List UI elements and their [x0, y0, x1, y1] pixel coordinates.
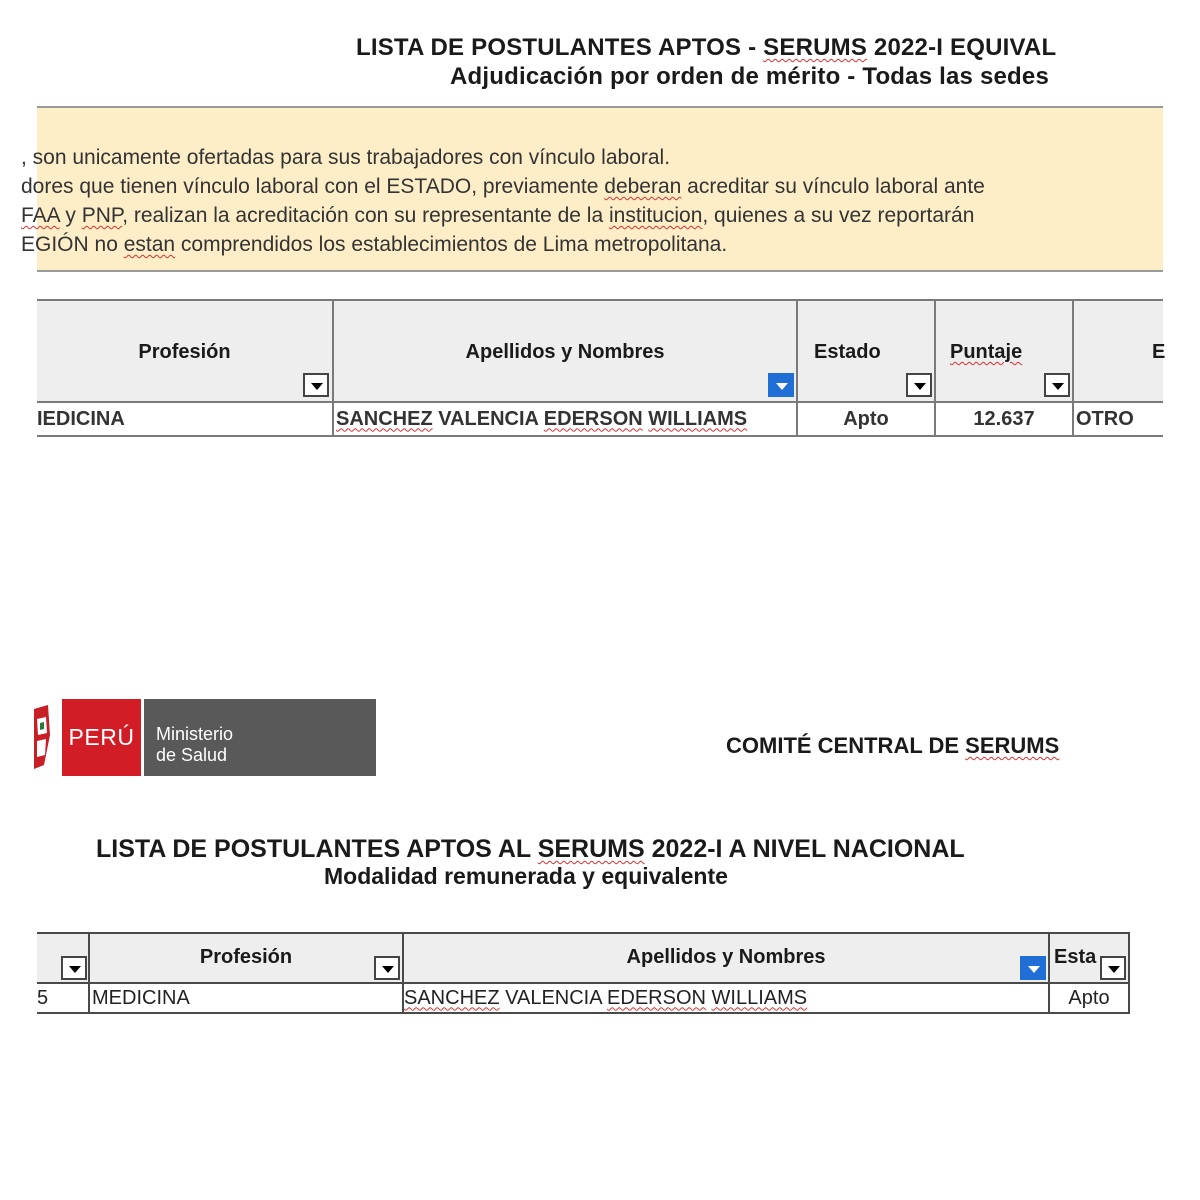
top-title-post: 2022-I EQUIVAL	[867, 34, 1057, 61]
cell-num: 5	[37, 983, 89, 1013]
col-header-nombres-label: Apellidos y Nombres	[626, 946, 826, 968]
notice-line-2b: deberan	[604, 175, 682, 198]
comite-heading	[726, 733, 1059, 759]
notice-line-4	[21, 233, 727, 257]
col-header-estado	[1049, 933, 1129, 983]
comite-pre: COMITÉ CENTRAL DE	[726, 733, 966, 758]
col-header-estado	[797, 300, 935, 402]
filter-dropdown-icon[interactable]	[1044, 373, 1070, 397]
cell-puntaje: 12.637	[935, 402, 1073, 436]
cell-apellido1: SANCHEZ	[336, 407, 433, 430]
ministerio-logo	[141, 699, 376, 776]
filter-dropdown-icon[interactable]	[1100, 956, 1126, 980]
notice-line-2c: acreditar su vínculo laboral ante	[681, 175, 985, 198]
cell-nombre1: EDERSON	[543, 407, 643, 430]
cell-profesion: IEDICINA	[37, 402, 333, 436]
bottom-title-serums: SERUMS	[537, 835, 645, 863]
filter-active-icon[interactable]	[768, 373, 794, 397]
notice-line-3a: FAA	[21, 204, 60, 227]
col-header-extra-label: E	[1152, 341, 1166, 363]
notice-line-2	[21, 175, 985, 199]
top-title-line2: Adjudicación por orden de mérito - Todas las sedes	[450, 63, 1050, 90]
bottom-results-table	[37, 932, 1130, 1014]
cell-apellido1: SANCHEZ	[404, 986, 500, 1009]
bottom-table-header-row	[37, 933, 1129, 983]
cell-apellido2: VALENCIA	[438, 407, 539, 430]
bottom-title-line1	[96, 835, 965, 864]
notice-line-1	[21, 146, 670, 170]
bottom-title-pre: LISTA DE POSTULANTES APTOS AL	[96, 835, 538, 863]
notice-line-2a: dores que tienen vínculo laboral con el ESTADO, previamente	[21, 175, 605, 198]
notice-line-4c: comprendidos los establecimientos de Lima metropolitana.	[175, 233, 728, 256]
col-header-extra	[1073, 300, 1166, 402]
notice-line-4b: estan	[123, 233, 176, 256]
col-header-nombres	[403, 933, 1049, 983]
cell-apellido2: VALENCIA	[505, 986, 602, 1009]
filter-dropdown-icon[interactable]	[303, 373, 329, 397]
col-header-puntaje	[935, 300, 1073, 402]
peru-logo: PERÚ	[62, 699, 141, 776]
filter-dropdown-icon[interactable]	[374, 956, 400, 980]
col-header-profesion-label: Profesión	[199, 946, 293, 968]
notice-line-3	[21, 204, 974, 228]
notice-box	[21, 106, 1163, 272]
notice-line-3f: , quienes a su vez reportarán	[702, 204, 975, 227]
ministerio-line1: Ministerio	[156, 724, 234, 744]
col-header-num	[37, 933, 89, 983]
cell-nombre2: WILLIAMS	[648, 407, 748, 430]
col-header-nombres	[333, 300, 797, 402]
cell-estado: Apto	[1049, 983, 1129, 1013]
comite-serums: SERUMS	[965, 733, 1060, 758]
top-results-table	[37, 299, 1166, 437]
ministerio-line2: de Salud	[156, 745, 228, 765]
top-title-pre: LISTA DE POSTULANTES APTOS -	[356, 34, 764, 61]
table-row	[37, 402, 1163, 436]
bottom-title-post: 2022-I A NIVEL NACIONAL	[644, 835, 965, 863]
notice-line-3e: institucion	[608, 204, 703, 227]
top-table-header-row	[37, 300, 1163, 402]
notice-line-4a: EGIÓN no	[21, 233, 124, 256]
top-title-serums: SERUMS	[763, 34, 868, 61]
col-header-puntaje-label: Puntaje	[950, 341, 1023, 363]
cell-extra: OTRO	[1073, 402, 1163, 436]
bottom-title-line2: Modalidad remunerada y equivalente	[324, 863, 728, 889]
filter-dropdown-icon[interactable]	[906, 373, 932, 397]
notice-line-3b: y	[59, 204, 82, 227]
notice-line-1-text: , son unicamente ofertadas para sus trabajadores con vínculo laboral.	[21, 146, 671, 169]
table-row	[37, 983, 1129, 1013]
top-title-line1	[356, 34, 1056, 62]
notice-line-3d: , realizan la acreditación con su representante de la	[122, 204, 609, 227]
notice-line-3c: PNP	[81, 204, 123, 227]
cell-nombre1: EDERSON	[607, 986, 706, 1009]
filter-dropdown-icon[interactable]	[61, 956, 87, 980]
coat-of-arms-icon	[34, 705, 50, 769]
col-header-profesion	[89, 933, 403, 983]
cell-nombres	[333, 402, 797, 436]
col-header-nombres-label: Apellidos y Nombres	[465, 341, 665, 363]
cell-nombres	[403, 983, 1049, 1013]
cell-nombre2: WILLIAMS	[711, 986, 808, 1009]
col-header-estado-label: Esta	[1054, 946, 1097, 968]
cell-estado: Apto	[797, 402, 935, 436]
col-header-profesion	[37, 300, 333, 402]
filter-active-icon[interactable]	[1020, 956, 1046, 980]
col-header-estado-label: Estado	[814, 341, 881, 363]
cell-profesion: MEDICINA	[89, 983, 403, 1013]
col-header-profesion-label: Profesión	[138, 341, 231, 363]
